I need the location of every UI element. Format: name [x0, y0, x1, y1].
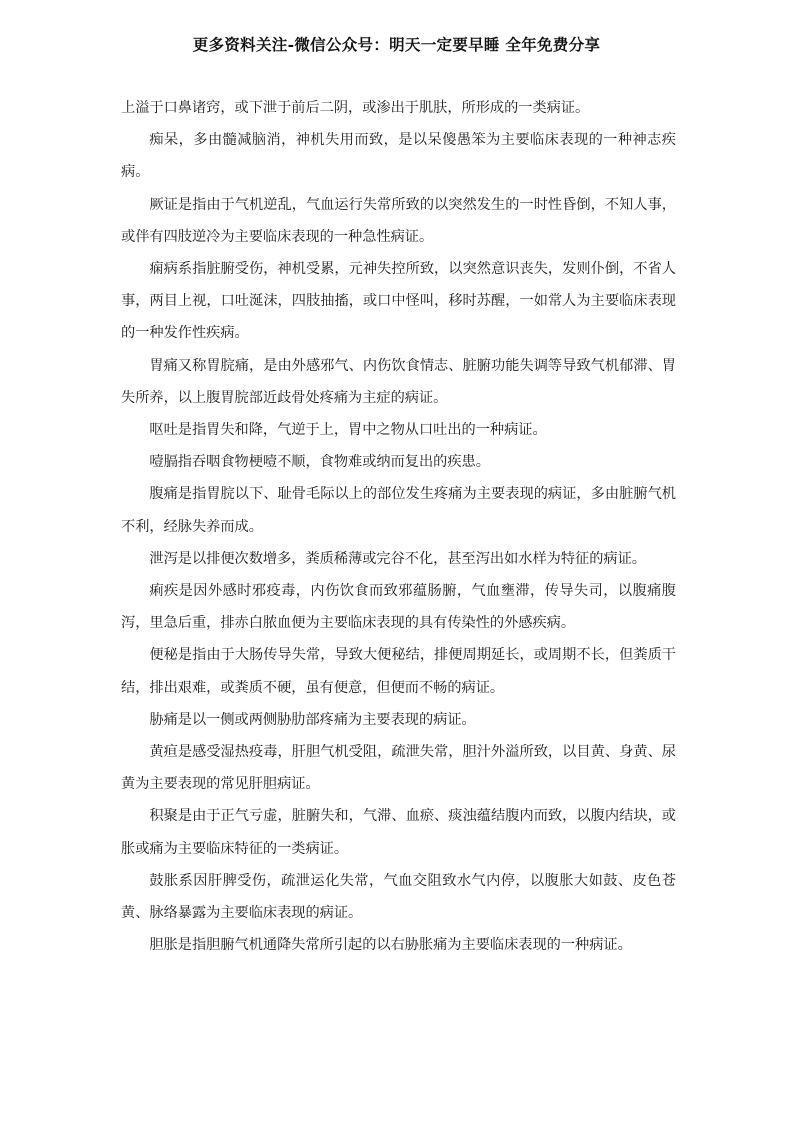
paragraph-dysphagia: 噎膈指吞咽食物梗噎不顺，食物难或纳而复出的疾患。: [149, 454, 490, 471]
paragraph-dementia: 痴呆，多由髓减脑消，神机失用而致，是以呆傻愚笨为主要临床表现的一种神志疾病。: [121, 132, 676, 181]
paragraph-continuation: 上溢于口鼻诸窍，或下泄于前后二阴，或渗出于肌肤，所形成的一类病证。: [121, 100, 590, 116]
paragraph-hypochondriac-pain: 胁痛是以一侧或两侧胁肋部疼痛为主要表现的病证。: [149, 711, 476, 728]
paragraph-jaundice: 黄疸是感受湿热疫毒，肝胆气机受阻，疏泄失常，胆汁外溢所致，以目黄、身黄、尿黄为主要表现的常见肝胆病证。: [121, 744, 676, 793]
paragraph-vomiting: 呕吐是指胃失和降，气逆于上，胃中之物从口吐出的一种病证。: [149, 422, 547, 439]
paragraph-stomach-pain: 胃痛又称胃脘痛，是由外感邪气、内伤饮食情志、脏腑功能失调等导致气机郁滞、胃失所养，以上腹胃脘部近歧骨处疼痛为主症的病证。: [121, 357, 676, 406]
paragraph-diarrhea: 泄泻是以排便次数增多，粪质稀薄或完谷不化，甚至泻出如水样为特征的病证。: [149, 550, 646, 567]
paragraph-constipation: 便秘是指由于大肠传导失常，导致大便秘结，排便周期延长，或周期不长，但粪质干结，排出艰难，或粪质不硬，虽有便意，但便而不畅的病证。: [121, 647, 676, 696]
paragraph-epilepsy: 痫病系指脏腑受伤，神机受累，元神失控所致，以突然意识丧失，发则仆倒，不省人事，两目上视，口吐涎沫，四肢抽搐，或口中怪叫，移时苏醒，一如常人为主要临床表现的一种发作性疾病。: [121, 261, 676, 342]
page-header: 更多资料关注-微信公众号：明天一定要早睡 全年免费分享: [192, 35, 601, 54]
paragraph-tympanites: 鼓胀系因肝脾受伤，疏泄运化失常，气血交阻致水气内停，以腹胀大如鼓、皮色苍黄、脉络暴露为主要临床表现的病证。: [121, 872, 676, 922]
document-body: [121, 92, 676, 961]
paragraph-gallbladder-distension: 胆胀是指胆腑气机通降失常所引起的以右胁胀痛为主要临床表现的一种病证。: [149, 937, 632, 954]
paragraph-abdominal-pain: 腹痛是指胃脘以下、耻骨毛际以上的部位发生疼痛为主要表现的病证，多由脏腑气机不利，经脉失养而成。: [121, 486, 676, 535]
paragraph-syncope: 厥证是指由于气机逆乱，气血运行失常所致的以突然发生的一时性昏倒，不知人事，或伴有四肢逆冷为主要临床表现的一种急性病证。: [121, 196, 676, 245]
paragraph-abdominal-mass: 积聚是由于正气亏虚，脏腑失和，气滞、血瘀、痰浊蕴结腹内而致，以腹内结块，或胀或痛为主要临床特征的一类病证。: [121, 808, 676, 857]
paragraph-dysentery: 痢疾是因外感时邪疫毒，内伤饮食而致邪蕴肠腑，气血壅滞，传导失司，以腹痛腹泻，里急后重，排赤白脓血便为主要临床表现的具有传染性的外感疾病。: [121, 583, 676, 632]
